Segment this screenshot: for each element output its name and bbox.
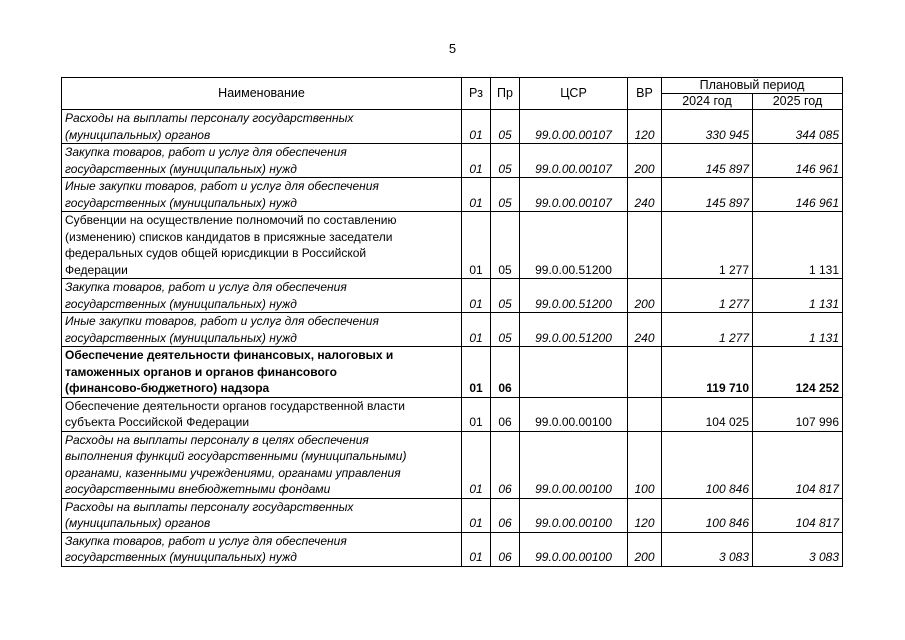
row-value-2024: 1 277 bbox=[662, 212, 753, 279]
row-name-line: государственных (муниципальных) нужд bbox=[65, 550, 297, 564]
row-pr: 05 bbox=[491, 178, 520, 212]
row-name bbox=[62, 313, 462, 347]
row-name-line: (муниципальных) органов bbox=[65, 516, 211, 530]
row-csr: 99.0.00.51200 bbox=[520, 212, 628, 279]
row-value-2024: 100 846 bbox=[662, 498, 753, 532]
row-name bbox=[62, 144, 462, 178]
header-year-2024: 2024 год bbox=[662, 94, 753, 110]
header-name: Наименование bbox=[62, 78, 462, 110]
table-row bbox=[62, 178, 843, 212]
row-csr: 99.0.00.51200 bbox=[520, 279, 628, 313]
row-csr: 99.0.00.00100 bbox=[520, 532, 628, 566]
row-name-line: Субвенции на осуществление полномочий по составлению bbox=[65, 213, 397, 227]
row-name-line: Обеспечение деятельности финансовых, налоговых и bbox=[65, 348, 394, 362]
row-rz: 01 bbox=[462, 313, 491, 347]
table-row bbox=[62, 313, 843, 347]
row-vr: 120 bbox=[628, 498, 662, 532]
row-name bbox=[62, 498, 462, 532]
row-pr: 05 bbox=[491, 144, 520, 178]
row-name-line: Обеспечение деятельности органов государственной власти bbox=[65, 398, 405, 413]
row-value-2025: 124 252 bbox=[753, 347, 843, 398]
row-vr: 240 bbox=[628, 313, 662, 347]
row-rz: 01 bbox=[462, 498, 491, 532]
row-csr: 99.0.00.00100 bbox=[520, 498, 628, 532]
header-csr: ЦСР bbox=[520, 78, 628, 110]
table-row bbox=[62, 212, 843, 279]
row-name-line: государственных (муниципальных) нужд bbox=[65, 296, 297, 311]
table-row bbox=[62, 347, 843, 398]
row-value-2025: 104 817 bbox=[753, 498, 843, 532]
row-name-line: федеральных судов общей юрисдикции в Российской bbox=[65, 246, 367, 260]
row-rz: 01 bbox=[462, 397, 491, 431]
row-name bbox=[62, 347, 462, 398]
row-csr: 99.0.00.00107 bbox=[520, 144, 628, 178]
row-name-line: таможенных органов и органов финансового bbox=[65, 364, 337, 379]
row-pr: 06 bbox=[491, 532, 520, 566]
row-rz: 01 bbox=[462, 178, 491, 212]
row-name-line: субъекта Российской Федерации bbox=[65, 415, 250, 429]
row-name-line: Расходы на выплаты персоналу государственных bbox=[65, 499, 354, 514]
row-value-2025: 3 083 bbox=[753, 532, 843, 566]
row-pr: 06 bbox=[491, 397, 520, 431]
row-name-line: государственных (муниципальных) нужд bbox=[65, 161, 297, 176]
row-vr bbox=[628, 212, 662, 279]
row-vr: 200 bbox=[628, 532, 662, 566]
row-pr: 06 bbox=[491, 347, 520, 398]
row-value-2024: 145 897 bbox=[662, 178, 753, 212]
row-name-line: Расходы на выплаты персоналу в целях обеспечения bbox=[65, 432, 369, 447]
row-vr: 240 bbox=[628, 178, 662, 212]
table-row bbox=[62, 498, 843, 532]
row-rz: 01 bbox=[462, 144, 491, 178]
row-name-line: Иные закупки товаров, работ и услуг для обеспечения bbox=[65, 179, 379, 193]
row-rz: 01 bbox=[462, 279, 491, 313]
row-name bbox=[62, 212, 462, 279]
row-value-2024: 104 025 bbox=[662, 397, 753, 431]
row-value-2025: 1 131 bbox=[753, 212, 843, 279]
row-pr: 05 bbox=[491, 279, 520, 313]
row-rz: 01 bbox=[462, 431, 491, 498]
row-vr: 200 bbox=[628, 144, 662, 178]
row-value-2025: 146 961 bbox=[753, 178, 843, 212]
row-value-2024: 1 277 bbox=[662, 279, 753, 313]
table-row bbox=[62, 397, 843, 431]
row-pr: 06 bbox=[491, 431, 520, 498]
row-name-line: государственных (муниципальных) нужд bbox=[65, 195, 297, 210]
row-value-2025: 1 131 bbox=[753, 279, 843, 313]
row-name bbox=[62, 279, 462, 313]
row-csr: 99.0.00.00100 bbox=[520, 397, 628, 431]
row-vr: 120 bbox=[628, 110, 662, 144]
row-name bbox=[62, 178, 462, 212]
row-value-2025: 344 085 bbox=[753, 110, 843, 144]
page-number: 5 bbox=[448, 41, 457, 56]
table-row bbox=[62, 110, 843, 144]
row-value-2025: 107 996 bbox=[753, 397, 843, 431]
row-name-line: Закупка товаров, работ и услуг для обеспечения bbox=[65, 280, 347, 294]
row-value-2025: 1 131 bbox=[753, 313, 843, 347]
row-name-line: государственными внебюджетными фондами bbox=[65, 482, 331, 496]
header-pr: Пр bbox=[491, 78, 520, 110]
row-rz: 01 bbox=[462, 347, 491, 398]
row-csr: 99.0.00.00107 bbox=[520, 110, 628, 144]
row-value-2025: 104 817 bbox=[753, 431, 843, 498]
row-csr: 99.0.00.00100 bbox=[520, 431, 628, 498]
row-name-line: (изменению) списков кандидатов в присяжные заседатели bbox=[65, 229, 393, 244]
row-name-line: Закупка товаров, работ и услуг для обеспечения bbox=[65, 145, 347, 159]
header-vr: ВР bbox=[628, 78, 662, 110]
row-value-2024: 3 083 bbox=[662, 532, 753, 566]
row-value-2024: 119 710 bbox=[662, 347, 753, 398]
row-name-line: (финансово-бюджетного) надзора bbox=[65, 381, 270, 395]
row-name-line: Закупка товаров, работ и услуг для обеспечения bbox=[65, 533, 347, 548]
row-rz: 01 bbox=[462, 532, 491, 566]
row-vr bbox=[628, 397, 662, 431]
row-vr bbox=[628, 347, 662, 398]
row-csr bbox=[520, 347, 628, 398]
table-row bbox=[62, 279, 843, 313]
row-value-2024: 100 846 bbox=[662, 431, 753, 498]
row-value-2024: 1 277 bbox=[662, 313, 753, 347]
row-name-line: (муниципальных) органов bbox=[65, 127, 211, 142]
row-rz: 01 bbox=[462, 212, 491, 279]
row-pr: 05 bbox=[491, 212, 520, 279]
row-name bbox=[62, 431, 462, 498]
row-value-2024: 330 945 bbox=[662, 110, 753, 144]
table-row bbox=[62, 144, 843, 178]
row-value-2025: 146 961 bbox=[753, 144, 843, 178]
row-name bbox=[62, 110, 462, 144]
row-name bbox=[62, 532, 462, 566]
row-name-line: Расходы на выплаты персоналу государственных bbox=[65, 111, 354, 125]
row-name-line: Иные закупки товаров, работ и услуг для обеспечения bbox=[65, 314, 379, 328]
row-name-line: государственных (муниципальных) нужд bbox=[65, 330, 297, 345]
table-row bbox=[62, 532, 843, 566]
row-csr: 99.0.00.51200 bbox=[520, 313, 628, 347]
row-pr: 05 bbox=[491, 110, 520, 144]
row-value-2024: 145 897 bbox=[662, 144, 753, 178]
row-vr: 200 bbox=[628, 279, 662, 313]
row-vr: 100 bbox=[628, 431, 662, 498]
header-rz: Рз bbox=[462, 78, 491, 110]
table-body bbox=[62, 110, 843, 567]
row-rz: 01 bbox=[462, 110, 491, 144]
header-year-2025: 2025 год bbox=[753, 94, 843, 110]
row-name-line: выполнения функций государственными (муниципальными) bbox=[65, 449, 407, 463]
row-name bbox=[62, 397, 462, 431]
header-planned-period: Плановый период bbox=[662, 78, 843, 94]
row-pr: 05 bbox=[491, 313, 520, 347]
row-pr: 06 bbox=[491, 498, 520, 532]
row-csr: 99.0.00.00107 bbox=[520, 178, 628, 212]
budget-table bbox=[61, 77, 843, 567]
table-row bbox=[62, 431, 843, 498]
row-name-line: органами, казенными учреждениями, органами управления bbox=[65, 465, 401, 480]
row-name-line: Федерации bbox=[65, 262, 128, 277]
